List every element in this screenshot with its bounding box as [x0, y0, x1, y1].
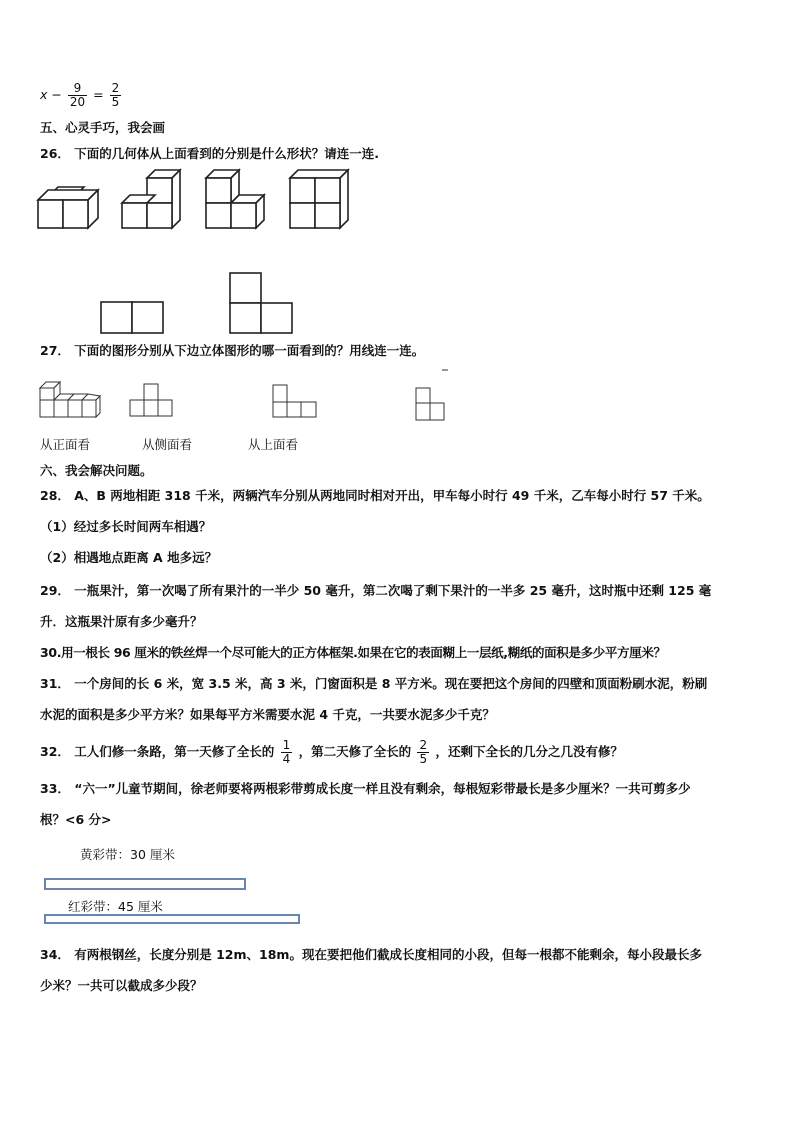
- question-33-line-2: 根？<6 分>: [40, 812, 112, 827]
- question-32: 32． 工人们修一条路，第一天修了全长的 $\frac{1}{4}$ ，第二天修了全长的 $\frac{2}{5}$ ，还剩下全长的几分之几没有修？: [40, 738, 623, 766]
- equation: x − $\frac{9}{20}$ = $\frac{2}{5}$: [40, 81, 120, 109]
- q26-solid-4: [290, 168, 352, 230]
- fraction-9-20: $\frac{9}{20}$: [69, 81, 86, 109]
- q27-label-front: 从正面看: [40, 437, 91, 452]
- question-29-line-2: 升．这瓶果汁原有多少毫升？: [40, 614, 203, 629]
- question-30: 30.用一根长 96 厘米的铁丝焊一个尽可能大的正方体框架.如果在它的表面糊上一层纸,糊纸的面积是多少平方厘米？: [40, 645, 666, 660]
- section-5-title: 五、心灵手巧，我会画: [40, 120, 166, 135]
- question-31-line-1: 31． 一个房间的长 6 米，宽 3.5 米，高 3 米，门窗面积是 8 平方米。现在要把这个房间的四壁和顶面粉刷水泥，粉刷: [40, 676, 708, 691]
- fraction-2-5-q32: $\frac{2}{5}$: [419, 738, 428, 766]
- q27-view-2: [273, 385, 319, 419]
- question-34-line-2: 少米？一共可以截成多少段？: [40, 978, 203, 993]
- q27-solid: [40, 378, 102, 420]
- question-33-line-1: 33． “六一”儿童节期间，徐老师要将两根彩带剪成长度一样且没有剩余，每根短彩带最长是多少厘米？一共可剪多少: [40, 781, 691, 796]
- question-34-line-1: 34． 有两根钢丝，长度分别是 12m、18m。现在要把他们截成长度相同的小段，但每一根都不能剩余，每小段最长多: [40, 947, 702, 962]
- q26-top-view-b: [230, 273, 294, 335]
- question-29-line-1: 29． 一瓶果汁，第一次喝了所有果汁的一半少 50 毫升，第二次喝了剩下果汁的一半多 25 毫升，这时瓶中还剩 125 毫: [40, 583, 712, 598]
- fraction-2-5: $\frac{2}{5}$: [111, 81, 120, 109]
- question-26: 26． 下面的几何体从上面看到的分别是什么形状？请连一连.: [40, 146, 379, 161]
- question-28-sub-1: （1）经过多长时间两车相遇？: [40, 519, 212, 534]
- red-ribbon: [44, 914, 300, 924]
- yellow-ribbon-label: 黄彩带：30 厘米: [80, 847, 175, 862]
- q27-view-1: [130, 384, 176, 418]
- q26-top-view-a: [101, 302, 165, 334]
- q26-solid-2: [122, 168, 184, 230]
- q26-solid-1: [38, 185, 102, 230]
- question-28: 28． A、B 两地相距 318 千米，两辆汽车分别从两地同时相对开出，甲车每小时行 49 千米，乙车每小时行 57 千米。: [40, 488, 710, 503]
- question-31-line-2: 水泥的面积是多少平方米？如果每平方米需要水泥 4 千克，一共要水泥多少千克？: [40, 707, 495, 722]
- red-ribbon-label: 红彩带：45 厘米: [68, 899, 163, 914]
- q26-solid-3: [206, 168, 268, 230]
- fraction-1-4: $\frac{1}{4}$: [282, 738, 291, 766]
- yellow-ribbon: [44, 878, 246, 890]
- section-6-title: 六、我会解决问题。: [40, 463, 153, 478]
- q27-view-3: [414, 368, 448, 424]
- question-28-sub-2: （2）相遇地点距离 A 地多远？: [40, 550, 218, 565]
- question-27: 27． 下面的图形分别从下边立体图形的哪一面看到的？用线连一连。: [40, 343, 425, 358]
- q27-label-top: 从上面看: [248, 437, 299, 452]
- q27-label-side: 从侧面看: [142, 437, 193, 452]
